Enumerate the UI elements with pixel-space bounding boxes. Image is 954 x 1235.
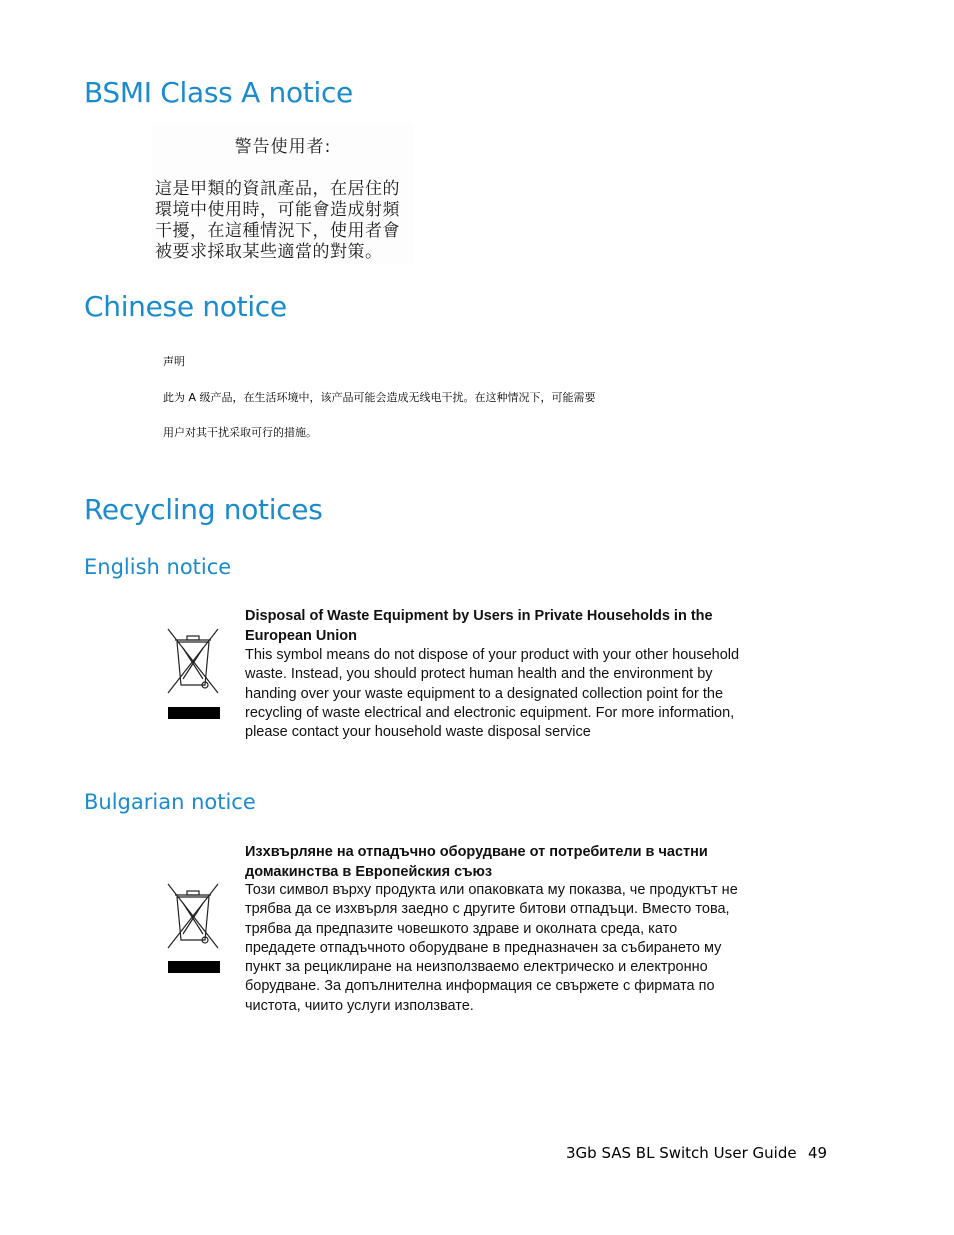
- bulgarian-notice-body: [245, 881, 738, 1016]
- english-notice-body-line: recycling of waste electrical and electronic equipment. For more information,: [245, 704, 735, 721]
- bsmi-image-line: 干擾，在這種情況下，使用者會: [155, 221, 400, 241]
- bulgarian-notice-body-line: пункт за рециклиране на неизползваемо електрическо и електронно: [245, 959, 708, 976]
- bsmi-image-line: 這是甲類的資訊產品，在居住的: [155, 179, 400, 199]
- bulgarian-notice-heading: Bulgarian notice: [84, 790, 256, 814]
- bulgarian-notice-body-line: борудване. За допълнителна информация се свържете с фирмата по: [245, 978, 715, 995]
- bulgarian-notice-body-line: предадете отпадъчното оборудване в предназначен за събирането му: [245, 939, 722, 956]
- bulgarian-notice-title-line: домакинства в Европейския съюз: [245, 863, 493, 880]
- bsmi-image-line: 被要求採取某些適當的對策。: [155, 242, 383, 262]
- english-notice-body-line: handing over your waste equipment to a designated collection point for the: [245, 685, 724, 702]
- recycling-notices-heading: Recycling notices: [84, 493, 323, 526]
- bsmi-heading: BSMI Class A notice: [84, 76, 353, 109]
- chinese-notice-line: 用户对其干扰采取可行的措施。: [163, 426, 317, 439]
- english-notice-body-line: This symbol means do not dispose of your product with your other household: [245, 647, 740, 663]
- chinese-notice-line: 声明: [163, 355, 185, 368]
- weee-marking-bar: [168, 707, 220, 719]
- weee-marking-bar: [168, 961, 220, 973]
- bulgarian-notice-body-line: Този символ върху продукта или опаковката му показва, че продуктът не: [245, 882, 738, 898]
- english-notice-body: [245, 646, 739, 742]
- english-notice-title: [245, 607, 713, 646]
- bsmi-notice-image: [152, 124, 414, 264]
- english-notice-title-line: Disposal of Waste Equipment by Users in Private Households in the: [245, 608, 713, 624]
- bsmi-image-line: 環境中使用時，可能會造成射頻: [155, 200, 400, 220]
- bulgarian-notice-body-line: чистота, чиито услуги използвате.: [245, 997, 474, 1014]
- page-number: 49: [808, 1144, 828, 1162]
- bulgarian-notice-body-line: трябва да се изхвърля заедно с другите битови отпадъци. Вместо това,: [245, 901, 730, 918]
- english-notice-body-line: please contact your household waste disposal service: [245, 724, 591, 741]
- bsmi-image-heading: 警告使用者:: [234, 137, 332, 157]
- bulgarian-notice-title-line: Изхвърляне на отпадъчно оборудване от потребители в частни: [245, 844, 708, 860]
- crossed-out-wheelie-bin-icon: [165, 882, 221, 950]
- bulgarian-notice-title: [245, 843, 708, 882]
- chinese-notice-line: 此为 A 级产品，在生活环境中，该产品可能会造成无线电干扰。在这种情况下，可能需要: [163, 391, 596, 404]
- chinese-notice-heading: Chinese notice: [84, 290, 287, 323]
- bulgarian-notice-body-line: трябва да предпазите човешкото здраве и околната среда, като: [245, 920, 678, 937]
- footer-guide-title: 3Gb SAS BL Switch User Guide: [566, 1144, 797, 1162]
- english-notice-body-line: waste. Instead, you should protect human health and the environment by: [245, 666, 713, 683]
- english-notice-heading: English notice: [84, 555, 232, 579]
- crossed-out-wheelie-bin-icon: [165, 627, 221, 695]
- english-notice-title-line: European Union: [245, 627, 357, 644]
